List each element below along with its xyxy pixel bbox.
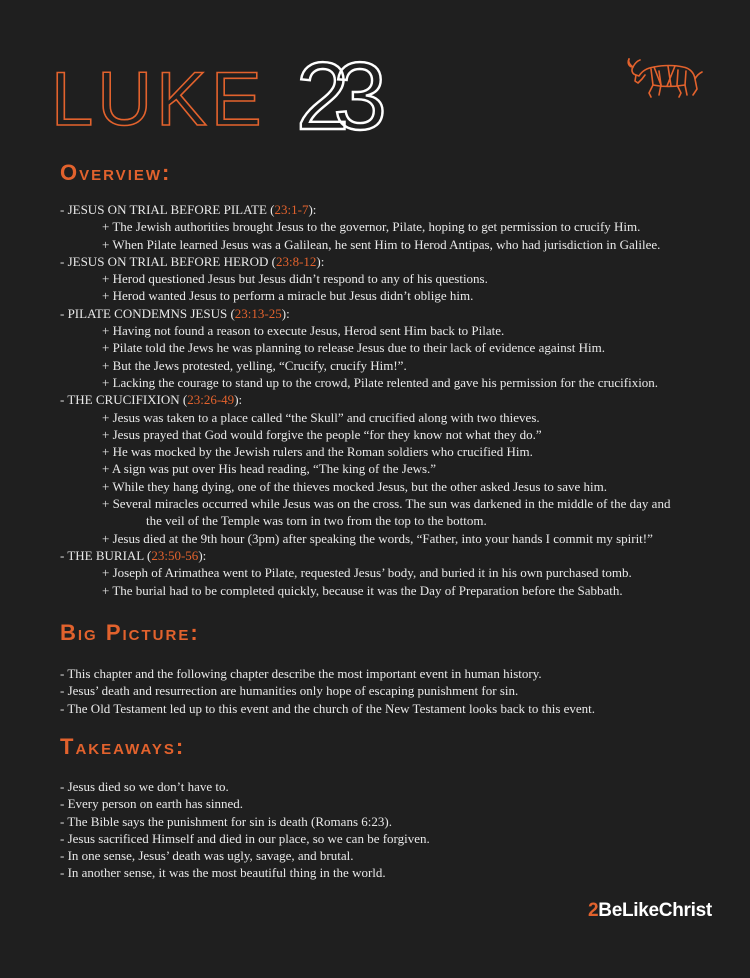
list-item: + Jesus was taken to a place called “the Skull” and crucified along with two thieves. (102, 409, 540, 425)
scripture-ref: 23:26-49 (187, 392, 235, 408)
list-item: + Joseph of Arimathea went to Pilate, requested Jesus’ body, and buried it in his own purchased tomb. (102, 565, 632, 581)
book-title: LUKE (51, 57, 266, 142)
list-item: + Jesus prayed that God would forgive the people “for they know not what they do.” (102, 426, 542, 442)
list-item: + Herod questioned Jesus but Jesus didn’t respond to any of his questions. (102, 271, 488, 287)
list-item: - The Old Testament led up to this event and the church of the New Testament looks back to this event. (60, 700, 596, 716)
takeaways-list (60, 778, 720, 882)
list-item: + While they hang dying, one of the thieves mocked Jesus, but the other asked Jesus to save him. (102, 478, 607, 494)
list-item: - Jesus’ death and resurrection are humanities only hope of escaping punishment for sin. (60, 683, 519, 699)
list-item: + Herod wanted Jesus to perform a miracle but Jesus didn’t oblige him. (102, 288, 474, 304)
chapter-number: 23 (296, 43, 371, 150)
section-title-pilate: - JESUS ON TRIAL BEFORE PILATE (23:1-7): (60, 202, 317, 217)
brand-logo: 2BeLikeChrist (588, 900, 712, 921)
list-item: + Several miracles occurred while Jesus was on the cross. The sun was darkened in the middle of the day and (102, 496, 671, 512)
list-item: - The Bible says the punishment for sin is death (Romans 6:23). (60, 813, 392, 829)
list-item: + Jesus died at the 9th hour (3pm) after speaking the words, “Father, into your hands I commit my spirit!” (102, 530, 653, 546)
list-item: + The burial had to be completed quickly, because it was the Day of Preparation before the Sabbath. (102, 582, 623, 598)
overview-heading: Overview: (60, 160, 172, 185)
list-item: + Having not found a reason to execute Jesus, Herod sent Him back to Pilate. (102, 323, 505, 339)
overview-list (60, 201, 720, 599)
scripture-ref: 23:13-25 (234, 305, 282, 321)
list-item: + Lacking the courage to stand up to the crowd, Pilate relented and gave his permission for the crucifixion. (102, 374, 659, 390)
list-item: - In one sense, Jesus’ death was ugly, savage, and brutal. (60, 848, 354, 864)
list-item: + Pilate told the Jews he was planning to release Jesus due to their lack of evidence against Him. (102, 340, 606, 356)
bull-logo-icon (623, 55, 703, 99)
list-item: - Jesus sacrificed Himself and died in our place, so we can be forgiven. (60, 830, 430, 846)
section-title-herod: - JESUS ON TRIAL BEFORE HEROD (23:8-12): (60, 253, 325, 269)
scripture-ref: 23:50-56 (151, 547, 199, 563)
list-item: - This chapter and the following chapter describe the most important event in human history. (60, 666, 542, 681)
list-item: - Every person on earth has sinned. (60, 796, 244, 812)
list-item: + The Jewish authorities brought Jesus to the governor, Pilate, hoping to get permission to crucify Him. (102, 219, 641, 235)
list-item-continuation: the veil of the Temple was torn in two from the top to the bottom. (146, 513, 487, 529)
list-item: - Jesus died so we don’t have to. (60, 779, 229, 794)
list-item: + He was mocked by the Jewish rulers and the Roman soldiers who crucified Him. (102, 444, 533, 460)
scripture-ref: 23:1-7 (274, 202, 309, 217)
big-picture-heading: Big Picture: (60, 620, 200, 645)
list-item: + A sign was put over His head reading, “The king of the Jews.” (102, 461, 437, 477)
scripture-ref: 23:8-12 (275, 253, 317, 269)
section-title-crucifixion: - THE CRUCIFIXION (23:26-49): (60, 392, 243, 408)
takeaways-heading: Takeaways: (60, 734, 186, 759)
list-item: + But the Jews protested, yelling, “Crucify, crucify Him!”. (102, 357, 407, 373)
section-title-burial: - THE BURIAL (23:50-56): (60, 547, 207, 563)
list-item: - In another sense, it was the most beautiful thing in the world. (60, 865, 386, 881)
section-title-condemns: - PILATE CONDEMNS JESUS (23:13-25): (60, 305, 290, 321)
big-picture-list (60, 665, 720, 717)
list-item: + When Pilate learned Jesus was a Galilean, he sent Him to Herod Antipas, who had jurisdiction in Galilee. (102, 236, 661, 252)
